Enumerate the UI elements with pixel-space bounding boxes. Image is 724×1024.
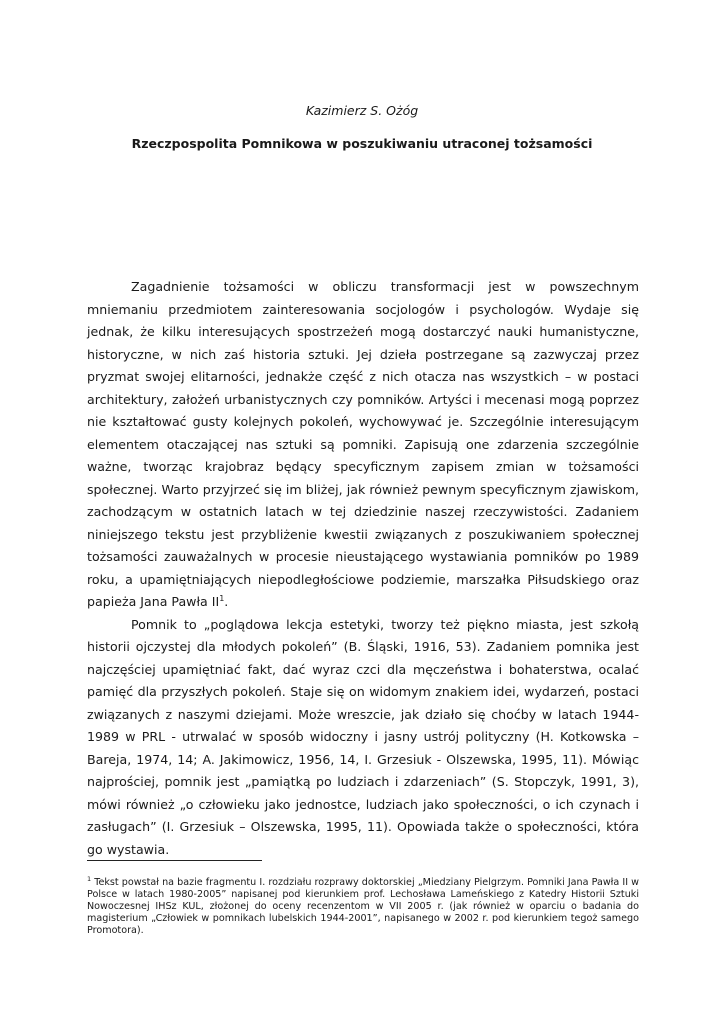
paragraph-2: Pomnik to „poglądowa lekcja estetyki, tworzy też piękno miasta, jest szkołą historii ojczystej dla młodych pokoleń” (B. Śląski, 1916, 53). Zadaniem pomnika jest najczęściej upamiętniać fakt, dać wyraz czci dla męczeństwa i bohaterstwa, ocalać pamięć dla przyszłych pokoleń. Staje się on widomym znakiem idei, wydarzeń, postaci związanych z naszymi dziejami. Może wreszcie, jak działo się choćby w latach 1944-1989 w PRL - utrwalać w sposób widoczny i jasny ustrój polityczny (H. Kotkowska – Bareja, 1974, 14; A. Jakimowicz, 1956, 14, I. Grzesiuk - Olszewska, 1995, 11). Mówiąc najprościej, pomnik jest „pamiątką po ludziach i zdarzeniach” (S. Stopczyk, 1991, 3), mówi również „o człowieku jako jednostce, ludziach jako społeczności, o ich czynach i zasługach” (I. Grzesiuk – Olszewska, 1995, 11). Opowiada także o społeczności, która go wystawia. [87,616,639,857]
footnote [87,874,639,937]
paragraph-1 [87,276,639,614]
article-body [87,276,639,861]
footnote-text: Tekst powstał na bazie fragmentu I. rozdziału rozprawy doktorskiej „Miedziany Pielgrzym. Pomniki Jana Pawła II w Polsce w latach 1980-2005” napisanej pod kierunkiem prof. Lechosława Lameńskiego z Katedry Historii Sztuki Nowoczesnej IHSz KUL, złożonej do oceny recenzentom w VII 2005 r. (jak również w oparciu o badania do magisterium „Człowiek w pomnikach lubelskich 1944-2001”, napisanego w 2002 r. pod kierunkiem tegoż samego Promotora). [87,877,639,937]
author-name: Kazimierz S. Ożóg [305,103,419,118]
footnote-reference[interactable]: 1 [219,593,225,603]
footnote-number: 1 [87,874,92,883]
paragraph-1-tail: . [224,594,229,609]
paragraph-1-text: Zagadnienie tożsamości w obliczu transformacji jest w powszechnym mniemaniu przedmiotem zainteresowania socjologów i psychologów. Wydaje się jednak, że kilku interesujących spostrzeżeń mogą dostarczyć nauki humanistyczne, historyczne, w nich zaś historia sztuki. Jej dzieła postrzegane są zazwyczaj przez pryzmat swojej elitarności, jednakże część z nich otacza nas wszystkich – w postaci architektury, założeń urbanistycznych czy pomników. Artyści i mecenasi mogą poprzez nie kształtować gusty kolejnych pokoleń, wychowywać je. Szczególnie interesującym elementem otaczającej nas sztuki są pomniki. Zapisują one zdarzenia szczególnie ważne, tworząc krajobraz będący specyficznym zapisem zmian w tożsamości społecznej. Warto przyjrzeć się im bliżej, jak również pewnym specyficznym zjawiskom, zachodzącym w ostatnich latach w tej dziedzinie naszej rzeczywistości. Zadaniem niniejszego tekstu jest przybliżenie kwestii związanych z poszukiwaniem społecznej tożsamości zauważalnych w procesie nieustającego wystawiania pomników po 1989 roku, a upamiętniających niepodległościowe podziemie, marszałka Piłsudskiego oraz papieża Jana Pawła II [87,279,639,609]
footnote-separator [87,860,262,861]
article-title: Rzeczpospolita Pomnikowa w poszukiwaniu utraconej tożsamości [131,136,593,151]
